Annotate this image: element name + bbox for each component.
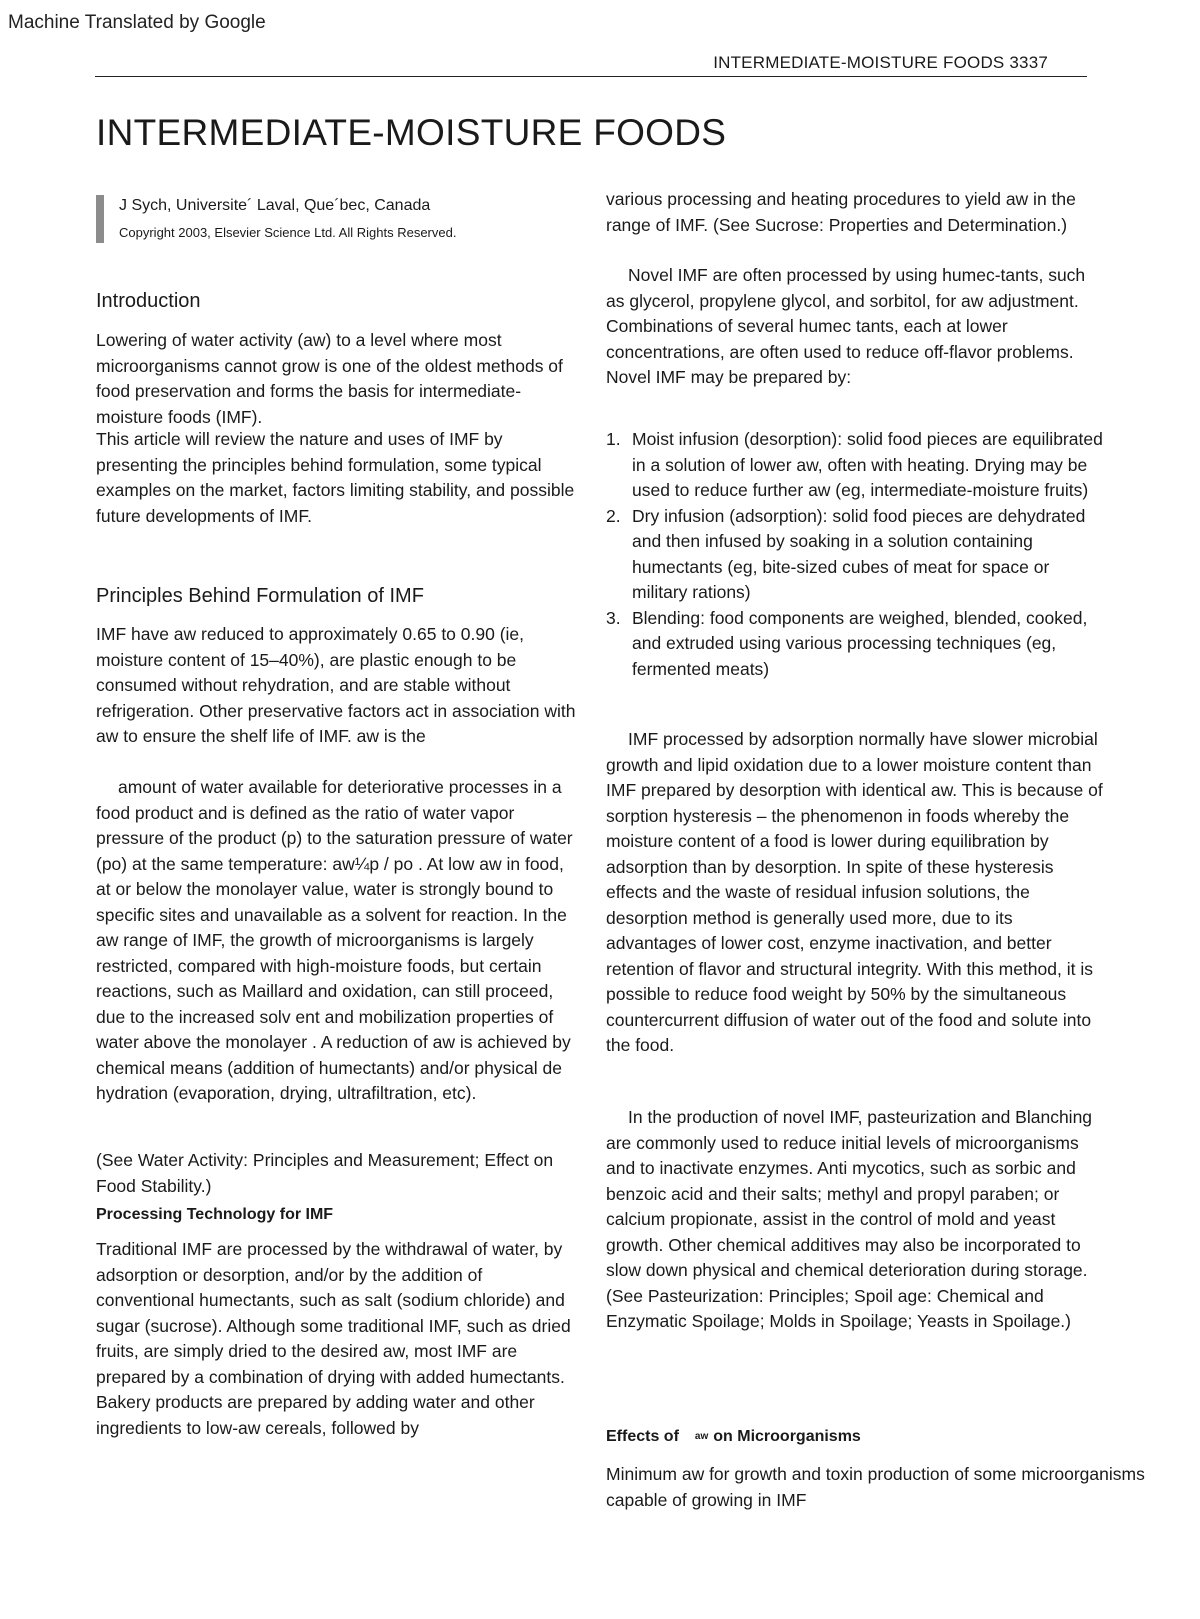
list-item-text: Dry infusion (adsorption): solid food pieces are dehydrated and then infused by soaking in a solution containing humectants (eg, bite-sized cubes of meat for space or military rations) xyxy=(632,505,1086,602)
copyright-line: Copyright 2003, Elsevier Science Ltd. All Rights Reserved. xyxy=(119,225,457,240)
running-head: INTERMEDIATE-MOISTURE FOODS 3337 xyxy=(713,53,1048,72)
processing-paragraph-4: In the production of novel IMF, pasteurization and Blanching are commonly used to reduce initial levels of microorganisms and to inactivate enzymes. Anti mycotics, such as sorbic and benzoic acid and their salts; methyl and propyl paraben; or calcium propionate, assist in the control of mold and yeast growth. Other chemical additives may also be incorporated to slow down physical and chemical deterioration during storage. (See Pasteurization: Principles; Spoil age: Chemical and Enzymatic Spoilage; Molds in Spoilage; Yeasts in Spoilage.) xyxy=(606,1107,1093,1331)
machine-translation-watermark: Machine Translated by Google xyxy=(8,12,266,33)
processing-paragraph-3: IMF processed by adsorption normally have slower microbial growth and lipid oxidation due to a lower moisture content than IMF prepared by desorption with identical aw. This is because of sorption hysteresis – the phenomenon in foods whereby the moisture content of a food is lower during equilibration by adsorption than by desorption. In spite of these hysteresis effects and the waste of residual infusion solutions, the desorption method is generally used more, due to its advantages of lower cost, enzyme inactivation, and better retention of flavor and structural integrity. With this method, it is possible to reduce food weight by 50% by the simultaneous countercurrent diffusion of water out of the food and solute into the food. xyxy=(606,729,1103,1055)
effects-heading-suffix: on Microorganisms xyxy=(713,1428,861,1445)
preparation-methods-list xyxy=(606,427,1106,682)
introduction-heading: Introduction xyxy=(96,290,201,312)
processing-heading: Processing Technology for IMF xyxy=(96,1206,334,1223)
processing-paragraph-2: Novel IMF are often processed by using humec-tants, such as glycerol, propylene glycol, and sorbitol, for aw adjustment. Combinations of several humec tants, each at lower concentrations, are often used to reduce off-flavor problems. Novel IMF may be prepared by: xyxy=(606,265,1086,387)
principles-paragraph-1: IMF have aw reduced to approximately 0.65 to 0.90 (ie, moisture content of 15–40%), are plastic enough to be consumed without rehydration, and are stable without refrigeration. Other preservative factors act in association with aw to ensure the shelf life of IMF. aw is the xyxy=(96,624,576,746)
list-item xyxy=(606,606,1106,683)
effects-heading-prefix: Effects of xyxy=(606,1428,679,1445)
header-rule xyxy=(95,76,1087,77)
processing-paragraph-1: Traditional IMF are processed by the withdrawal of water, by adsorption or desorption, and/or by the addition of conventional humectants, such as salt (sodium chloride) and sugar (sucrose). Although some traditional IMF, such as dried fruits, are simply dried to the desired aw, most IMF are prepared by a combination of drying with added humectants. Bakery products are prepared by adding water and other ingredients to low-aw cereals, followed by xyxy=(96,1239,571,1438)
list-item xyxy=(606,504,1106,606)
processing-paragraph-1-continued: various processing and heating procedures to yield aw in the range of IMF. (See Sucrose: Properties and Determination.) xyxy=(606,189,1076,235)
introduction-paragraph-2: This article will review the nature and uses of IMF by presenting the principles behind formulation, some typical examples on the market, factors limiting stability, and possible future developments of IMF. xyxy=(96,429,575,526)
article-title: INTERMEDIATE-MOISTURE FOODS xyxy=(96,112,727,153)
effects-heading-aw: aw xyxy=(694,1431,709,1442)
author-block xyxy=(96,195,599,243)
principles-paragraph-2: amount of water available for deteriorative processes in a food product and is defined as the ratio of water vapor pressure of the product (p) to the saturation pressure of water (po) at the same temperature: aw¼p / po . At low aw in food, at or below the monolayer value, water is strongly bound to specific sites and unavailable as a solvent for reaction. In the aw range of IMF, the growth of microorganisms is largely restricted, compared with high-moisture foods, but certain reactions, such as Maillard and oxidation, can still proceed, due to the increased solv ent and mobilization properties of water above the monolayer . A reduction of aw is achieved by chemical means (addition of humectants) and/or physical de hydration (evaporation, drying, ultrafiltration, etc). xyxy=(96,777,573,1103)
list-item-text: Moist infusion (desorption): solid food pieces are equilibrated in a solution of lower aw, often with heating. Drying may be used to reduce further aw (eg, intermediate-moisture fruits) xyxy=(632,429,1103,500)
list-item-text: Blending: food components are weighed, blended, cooked, and extruded using various processing techniques (eg, fermented meats) xyxy=(632,607,1088,679)
principles-heading: Principles Behind Formulation of IMF xyxy=(96,585,424,607)
effects-heading xyxy=(606,1428,861,1446)
introduction-paragraph-1: Lowering of water activity (aw) to a level where most microorganisms cannot grow is one of the oldest methods of food preservation and forms the basis for intermediate-moisture foods (IMF). xyxy=(96,330,563,427)
list-item-number: 2. xyxy=(606,505,621,526)
principles-paragraph-3: (See Water Activity: Principles and Measurement; Effect on Food Stability.) xyxy=(96,1150,554,1196)
list-item-number: 1. xyxy=(606,429,621,449)
list-item-number: 3. xyxy=(606,607,621,628)
author-line: J Sych, Universite´ Laval, Que´bec, Canada xyxy=(119,197,431,214)
effects-paragraph-1: Minimum aw for growth and toxin production of some microorganisms capable of growing in IMF xyxy=(606,1464,1145,1510)
list-item xyxy=(606,427,1106,504)
